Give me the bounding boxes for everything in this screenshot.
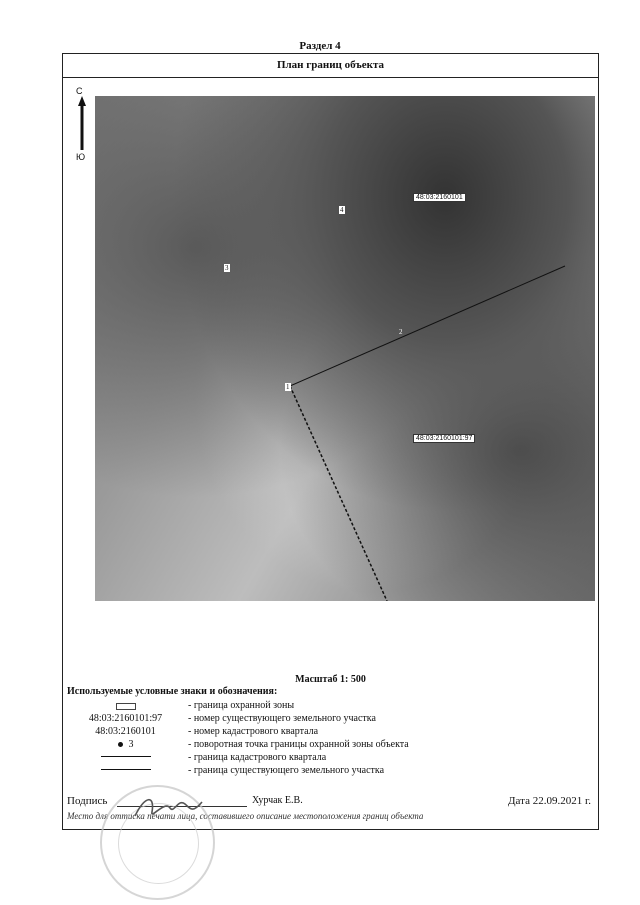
date-label: Дата 22.09.2021 г. <box>508 795 591 807</box>
section-title: Раздел 4 <box>299 40 341 52</box>
legend-text: - номер существующего земельного участка <box>188 713 376 724</box>
legend-point-number: 3 <box>128 739 134 750</box>
quarter-boundary-line <box>290 266 565 386</box>
legend-text: - граница существующего земельного участка <box>188 765 385 776</box>
legend-item <box>63 765 600 778</box>
handwritten-signature <box>130 790 210 824</box>
legend-item <box>63 726 600 739</box>
north-label: С <box>76 86 83 96</box>
legend-symbol-parcel-line <box>63 765 188 776</box>
scale-label: Масштаб 1: 500 <box>295 674 366 685</box>
dot-icon <box>118 742 123 747</box>
stamp-place-note: Место для оттиска печати лица, составившего описание местоположения границ объекта <box>67 811 424 821</box>
legend-text: - номер кадастрового квартала <box>188 726 319 737</box>
map-image <box>95 96 595 601</box>
plan-title: План границ объекта <box>63 54 598 78</box>
signature-label: Подпись <box>67 795 108 807</box>
legend-symbol-parcel: 48:03:2160101:97 <box>88 713 163 724</box>
point-label: 3 <box>225 264 229 272</box>
legend-symbol-quarter-line <box>63 752 188 763</box>
legend-text: - граница кадастрового квартала <box>188 752 327 763</box>
legend-symbol-quarter: 48:03:2160101 <box>95 726 156 737</box>
point-label: 2 <box>399 328 403 336</box>
point-label: 4 <box>340 206 344 214</box>
north-arrow <box>74 86 94 166</box>
map-overlay <box>95 96 595 601</box>
point-label: 1 <box>286 383 290 391</box>
legend-symbol-point <box>63 739 188 750</box>
parcel-label: 48:03:2160101:97 <box>413 434 475 443</box>
north-arrow-icon <box>76 96 90 156</box>
legend-text: - граница охранной зоны <box>188 700 295 711</box>
legend-item <box>63 700 600 713</box>
parcel-boundary-line <box>290 386 387 601</box>
legend-item <box>63 713 600 726</box>
legend-title: Используемые условные знаки и обозначения: <box>67 686 278 697</box>
legend-item <box>63 752 600 765</box>
signer-name: Хурчак Е.В. <box>252 795 303 806</box>
legend-text: - поворотная точка границы охранной зоны объекта <box>188 739 409 750</box>
south-label: Ю <box>76 152 86 162</box>
document-frame <box>62 53 599 830</box>
legend-symbol-zone <box>63 700 188 713</box>
quarter-label: 48:03:2160101 <box>413 193 466 202</box>
legend-item <box>63 739 600 752</box>
